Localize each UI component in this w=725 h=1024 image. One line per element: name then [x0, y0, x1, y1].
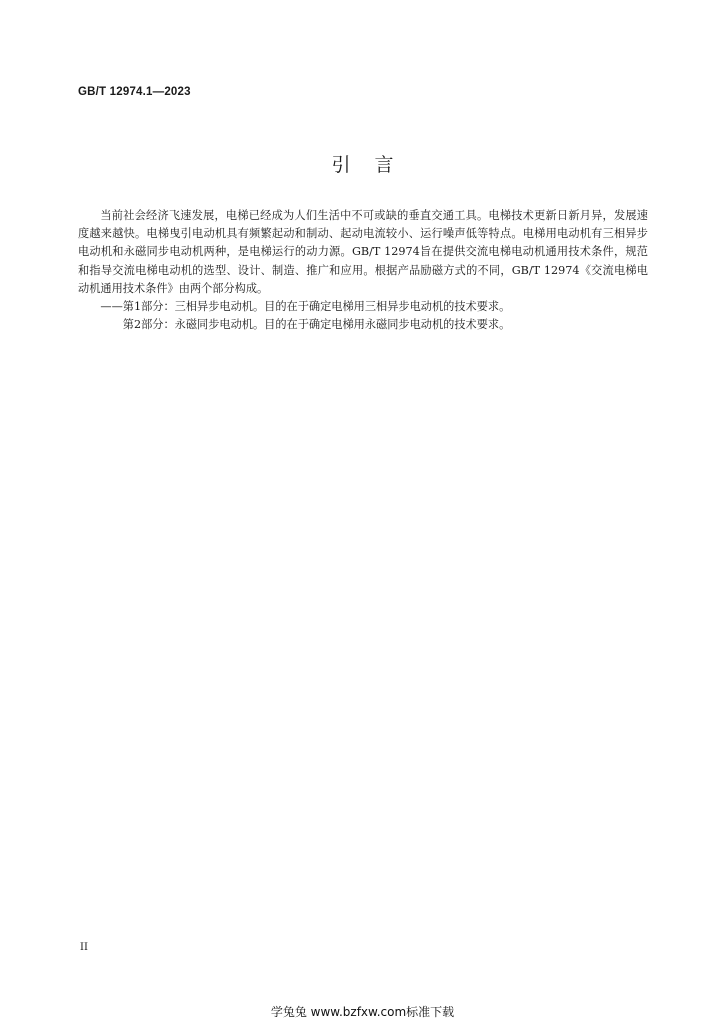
section-title: 引言: [331, 154, 418, 176]
introduction-body: [78, 207, 648, 334]
footer-watermark-link[interactable]: 学兔兔 www.bzfxw.com标准下载: [270, 1005, 455, 1019]
page-number: II: [80, 942, 88, 953]
list-item-part-2: 第2部分：永磁同步电动机。目的在于确定电梯用永磁同步电动机的技术要求。: [122, 318, 511, 332]
intro-paragraph: 当前社会经济飞速发展，电梯已经成为人们生活中不可或缺的垂直交通工具。电梯技术更新日新月异，发展速度越来越快。电梯曳引电动机具有频繁起动和制动、起动电流较小、运行噪声低等特点。电梯用电动机有三相异步电动机和永磁同步电动机两种，是电梯运行的动力源。GB/T 12974旨在提供交流电梯电动机通用技术条件，规范和指导交流电梯电动机的选型、设计、制造、推广和应用。根据产品励磁方式的不同，GB/T 12974《交流电梯电动机通用技术条件》由两个部分构成。: [78, 209, 648, 295]
list-item-part-1: ——第1部分：三相异步电动机。目的在于确定电梯用三相异步电动机的技术要求。: [100, 300, 511, 314]
standard-code: GB/T 12974.1—2023: [78, 86, 191, 98]
